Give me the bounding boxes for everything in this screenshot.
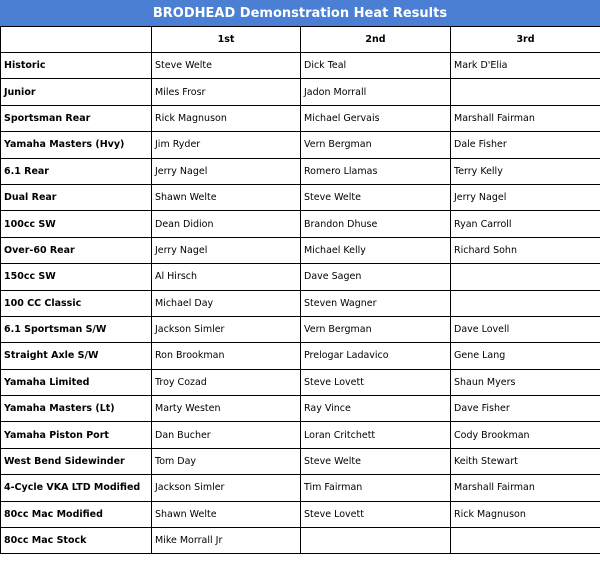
header-row [1,27,600,53]
third-place-cell: Marshall Fairman [451,105,600,131]
third-place-cell: Terry Kelly [451,158,600,184]
third-place-cell [451,290,600,316]
third-place-cell: Dave Lovell [451,316,600,342]
first-place-cell: Mike Morrall Jr [152,528,301,554]
third-place-cell: Dave Fisher [451,396,600,422]
first-place-cell: Tom Day [152,448,301,474]
table-row [1,396,600,422]
first-place-cell: Dan Bucher [152,422,301,448]
first-place-cell: Dean Didion [152,211,301,237]
table-row [1,211,600,237]
third-place-cell: Marshall Fairman [451,475,600,501]
third-place-cell: Cody Brookman [451,422,600,448]
second-place-cell: Vern Bergman [301,132,451,158]
class-name-cell: 150cc SW [1,264,152,290]
second-place-cell: Romero Llamas [301,158,451,184]
table-row [1,237,600,263]
third-place-cell: Gene Lang [451,343,600,369]
table-row [1,264,600,290]
second-place-cell: Michael Kelly [301,237,451,263]
second-place-cell: Steve Lovett [301,369,451,395]
table-row [1,105,600,131]
class-name-cell: Straight Axle S/W [1,343,152,369]
table-row [1,422,600,448]
second-place-cell [301,528,451,554]
table-row [1,290,600,316]
third-place-cell [451,79,600,105]
table-row [1,53,600,79]
class-name-cell: 100cc SW [1,211,152,237]
third-place-cell: Ryan Carroll [451,211,600,237]
third-place-cell: Rick Magnuson [451,501,600,527]
class-name-cell: Yamaha Limited [1,369,152,395]
class-name-cell: 80cc Mac Modified [1,501,152,527]
first-place-cell: Troy Cozad [152,369,301,395]
second-place-header: 2nd [301,27,451,53]
class-name-cell: Junior [1,79,152,105]
class-name-cell: Dual Rear [1,184,152,210]
third-place-cell: Keith Stewart [451,448,600,474]
class-name-cell: Yamaha Piston Port [1,422,152,448]
second-place-cell: Vern Bergman [301,316,451,342]
class-name-cell: Sportsman Rear [1,105,152,131]
class-name-cell: Yamaha Masters (Lt) [1,396,152,422]
third-place-cell: Mark D'Elia [451,53,600,79]
second-place-cell: Prelogar Ladavico [301,343,451,369]
first-place-cell: Jim Ryder [152,132,301,158]
class-column-header [1,27,152,53]
first-place-cell: Miles Frosr [152,79,301,105]
first-place-cell: Shawn Welte [152,184,301,210]
first-place-cell: Steve Welte [152,53,301,79]
table-row [1,343,600,369]
class-name-cell: Historic [1,53,152,79]
third-place-cell: Richard Sohn [451,237,600,263]
class-name-cell: West Bend Sidewinder [1,448,152,474]
first-place-cell: Ron Brookman [152,343,301,369]
third-place-cell: Shaun Myers [451,369,600,395]
third-place-cell [451,264,600,290]
first-place-header: 1st [152,27,301,53]
first-place-cell: Rick Magnuson [152,105,301,131]
first-place-cell: Shawn Welte [152,501,301,527]
second-place-cell: Steve Lovett [301,501,451,527]
second-place-cell: Dave Sagen [301,264,451,290]
second-place-cell: Steve Welte [301,184,451,210]
first-place-cell: Jackson Simler [152,316,301,342]
results-body [1,53,600,554]
table-row [1,475,600,501]
second-place-cell: Ray Vince [301,396,451,422]
table-row [1,79,600,105]
class-name-cell: Over-60 Rear [1,237,152,263]
class-name-cell: Yamaha Masters (Hvy) [1,132,152,158]
first-place-cell: Marty Westen [152,396,301,422]
third-place-header: 3rd [451,27,600,53]
second-place-cell: Jadon Morrall [301,79,451,105]
results-table [0,26,600,554]
third-place-cell: Jerry Nagel [451,184,600,210]
table-row [1,316,600,342]
class-name-cell: 80cc Mac Stock [1,528,152,554]
second-place-cell: Michael Gervais [301,105,451,131]
second-place-cell: Steven Wagner [301,290,451,316]
class-name-cell: 100 CC Classic [1,290,152,316]
class-name-cell: 6.1 Sportsman S/W [1,316,152,342]
first-place-cell: Jackson Simler [152,475,301,501]
second-place-cell: Loran Critchett [301,422,451,448]
second-place-cell: Tim Fairman [301,475,451,501]
third-place-cell: Dale Fisher [451,132,600,158]
table-row [1,369,600,395]
sheet-title: BRODHEAD Demonstration Heat Results [0,0,600,26]
first-place-cell: Jerry Nagel [152,237,301,263]
first-place-cell: Jerry Nagel [152,158,301,184]
table-row [1,528,600,554]
table-row [1,158,600,184]
table-row [1,501,600,527]
second-place-cell: Brandon Dhuse [301,211,451,237]
table-row [1,132,600,158]
first-place-cell: Michael Day [152,290,301,316]
class-name-cell: 4-Cycle VKA LTD Modified [1,475,152,501]
table-row [1,448,600,474]
second-place-cell: Dick Teal [301,53,451,79]
table-row [1,184,600,210]
class-name-cell: 6.1 Rear [1,158,152,184]
third-place-cell [451,528,600,554]
second-place-cell: Steve Welte [301,448,451,474]
first-place-cell: Al Hirsch [152,264,301,290]
